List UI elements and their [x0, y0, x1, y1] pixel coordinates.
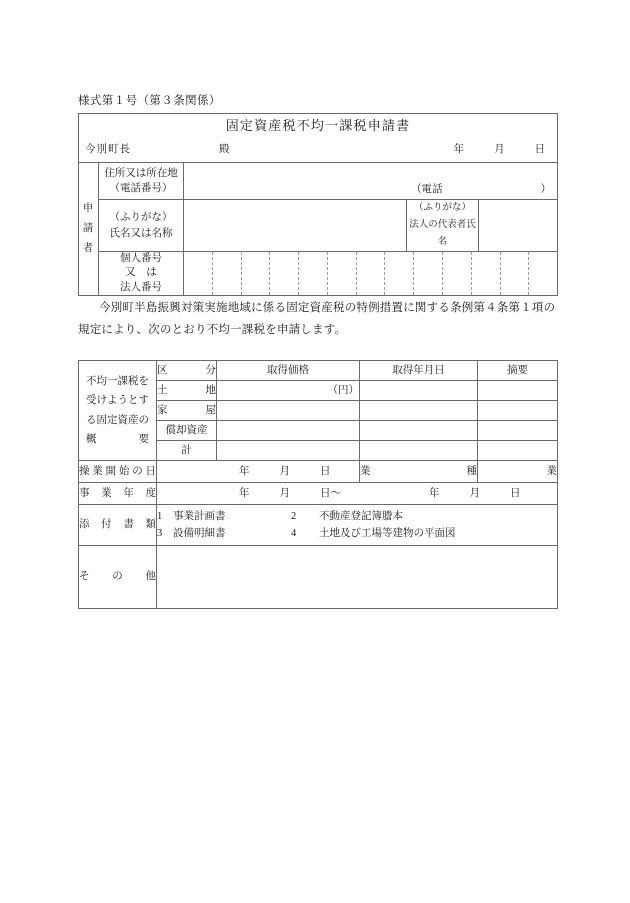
fy-to-month-mark: 月 — [469, 487, 480, 499]
name-input[interactable] — [184, 200, 407, 252]
attachments-list — [157, 505, 558, 546]
attachment-text-2: 不動産登記簿謄本 — [319, 510, 403, 522]
acq-date-depreciable[interactable] — [360, 421, 478, 441]
address-input[interactable] — [184, 163, 558, 200]
fy-to-year-mark: 年 — [429, 487, 440, 499]
detail-header-row — [79, 361, 558, 381]
mynumber-digit-box[interactable] — [328, 252, 357, 295]
addressee-honorific: 殿 — [219, 144, 231, 156]
acq-date-building[interactable] — [360, 401, 478, 421]
start-date-year-mark: 年 — [239, 465, 250, 477]
list-item — [157, 508, 557, 525]
fiscal-year-label: 事 業 年 度 — [79, 483, 157, 505]
column-header-kubun: 区 分 — [157, 361, 217, 381]
row-label-depreciable: 償却資産 — [157, 421, 217, 441]
mynumber-digit-box[interactable] — [501, 252, 530, 295]
note-depreciable[interactable] — [478, 421, 558, 441]
title-row — [79, 114, 558, 139]
start-date-label: 操業開始の日 — [79, 461, 157, 483]
addressee-name: 今別町長 — [85, 144, 131, 156]
overview-label-line1: 不均一課税を — [86, 375, 149, 387]
attachment-no-3: 3 — [157, 528, 163, 539]
price-depreciable[interactable] — [217, 421, 360, 441]
form-title: 固定資産税不均一課税申請書 — [79, 114, 558, 139]
overview-label — [79, 361, 157, 461]
body-paragraph-line1: 今別町半島振興対策実施地域に係る固定資産税の特例措置に関する条例第４条第１項の — [99, 302, 556, 314]
applicant-side-label — [79, 163, 99, 296]
column-header-price: 取得価格 — [217, 361, 360, 381]
start-date-day-mark: 日 — [320, 465, 331, 477]
note-building[interactable] — [478, 401, 558, 421]
fiscal-year-row — [79, 483, 558, 505]
attachment-no-1: 1 — [157, 510, 163, 522]
mynumber-label-line1: 個人番号 — [120, 253, 162, 265]
address-row — [79, 163, 558, 200]
applicant-table — [78, 113, 558, 296]
mynumber-label-line2: 又 は — [125, 267, 157, 279]
name-row — [79, 200, 558, 252]
body-paragraph-line2: 規定により、次のとおり不均一課税を申請します。 — [78, 324, 347, 337]
industry-suffix: 業 — [546, 465, 557, 477]
representative-label-line2: 法人の代表者氏名 — [409, 220, 476, 248]
date-day-mark: 日 — [534, 144, 546, 156]
applicant-side-label-char-1: 申 — [82, 202, 95, 214]
applicant-side-label-char-2: 請 — [82, 222, 95, 234]
fiscal-year-input[interactable] — [157, 483, 558, 505]
phone-close-paren: ） — [540, 183, 552, 195]
overview-label-line4: 概 要 — [86, 433, 149, 445]
mynumber-digit-box[interactable] — [529, 252, 557, 295]
name-label-line2: 氏名又は名称 — [109, 227, 173, 239]
name-label — [99, 200, 184, 252]
representative-label — [407, 200, 479, 252]
representative-input[interactable] — [479, 200, 558, 252]
mynumber-digit-box[interactable] — [357, 252, 386, 295]
detail-table — [78, 360, 558, 609]
industry-input[interactable] — [478, 461, 558, 483]
start-date-input[interactable] — [157, 461, 360, 483]
date-year-mark: 年 — [453, 144, 465, 156]
mynumber-digit-box[interactable] — [414, 252, 443, 295]
list-item — [157, 525, 557, 542]
applicant-side-label-char-3: 者 — [82, 242, 95, 254]
mynumber-digit-box[interactable] — [242, 252, 271, 295]
address-label-line1: 住所又は所在地 — [104, 167, 178, 179]
price-building[interactable] — [217, 401, 360, 421]
acq-date-land[interactable] — [360, 381, 478, 401]
addressee-cell — [79, 138, 558, 163]
mynumber-input-grid[interactable] — [184, 252, 558, 296]
attachment-text-4: 土地及び工場等建物の平面図 — [319, 528, 456, 539]
attachment-text-1: 事業計画書 — [173, 510, 226, 522]
other-input[interactable] — [157, 546, 558, 609]
note-land[interactable] — [478, 381, 558, 401]
attachment-no-2: 2 — [291, 510, 297, 522]
column-header-note: 摘要 — [478, 361, 558, 381]
attachments-row — [79, 505, 558, 546]
attachment-text-3: 設備明細書 — [173, 528, 226, 539]
date-month-mark: 月 — [494, 144, 505, 156]
start-date-month-mark: 月 — [279, 465, 290, 477]
overview-label-line2: 受けようとす — [86, 395, 149, 407]
start-date-row — [79, 461, 558, 483]
phone-open-paren: （電話 — [411, 183, 443, 195]
mynumber-digit-box[interactable] — [213, 252, 242, 295]
representative-label-furigana: （ふりがな） — [413, 203, 471, 213]
row-label-building: 家 屋 — [157, 401, 217, 421]
industry-label: 業 種 — [360, 461, 478, 483]
other-label: そ の 他 — [79, 546, 157, 609]
mynumber-digit-box[interactable] — [270, 252, 299, 295]
acq-date-total[interactable] — [360, 441, 478, 461]
overview-label-line3: る固定資産の — [86, 414, 149, 426]
addressee-row — [79, 138, 558, 163]
fy-from-day-mark: 日〜 — [320, 487, 341, 499]
mynumber-digit-box[interactable] — [385, 252, 414, 295]
body-paragraph — [78, 297, 558, 342]
price-land[interactable]: （円） — [217, 381, 360, 401]
row-label-total: 計 — [157, 441, 217, 461]
fy-to-day-mark: 日 — [510, 487, 521, 499]
note-total[interactable] — [478, 441, 558, 461]
price-total[interactable] — [217, 441, 360, 461]
column-header-acquisition-date: 取得年月日 — [360, 361, 478, 381]
address-label — [99, 163, 184, 200]
mynumber-digit-box[interactable] — [184, 252, 213, 295]
address-label-line2: （電話番号） — [109, 183, 173, 194]
mynumber-row — [79, 252, 558, 296]
attachment-no-4: 4 — [291, 528, 297, 539]
row-label-land: 土 地 — [157, 381, 217, 401]
submission-date-field[interactable] — [454, 143, 550, 156]
mynumber-label — [99, 252, 184, 296]
other-row — [79, 546, 558, 609]
mynumber-digit-box[interactable] — [443, 252, 472, 295]
form-number-label: 様式第１号（第３条関係） — [78, 95, 221, 107]
fy-from-year-mark: 年 — [239, 487, 250, 499]
mynumber-label-line3: 法人番号 — [120, 281, 162, 293]
fy-from-month-mark: 月 — [279, 487, 290, 499]
mynumber-digit-box[interactable] — [472, 252, 501, 295]
attachments-label: 添 付 書 類 — [79, 505, 157, 546]
mynumber-digit-box[interactable] — [299, 252, 328, 295]
name-label-furigana: （ふりがな） — [109, 212, 173, 224]
